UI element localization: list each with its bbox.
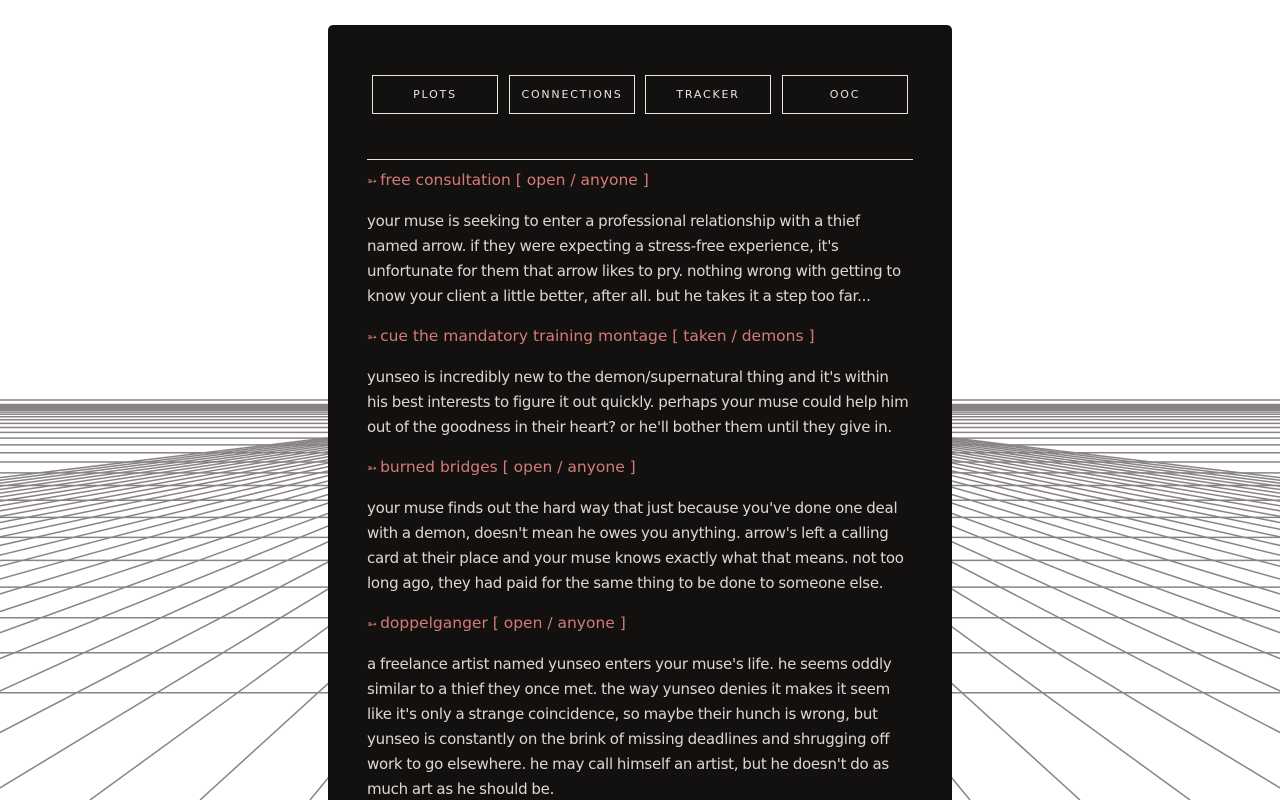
plot-title	[367, 324, 913, 350]
nav-bar	[372, 75, 908, 114]
plots-list	[367, 166, 913, 800]
nav-tracker-button[interactable]: TRACKER	[645, 75, 771, 114]
plot-item	[367, 611, 913, 800]
plot-title-text: burned bridges [ open / anyone ]	[380, 458, 636, 476]
arrow-icon: ➳	[367, 330, 378, 344]
plot-description: a freelance artist named yunseo enters your muse's life. he seems oddly similar to a thief they once met. the way yunseo denies it makes it seem like it's only a strange coincidence, so maybe their hunch is wrong, but yunseo is constantly on the brink of missing deadlines and shrugging off work to go elsewhere. he may call himself an artist, but he doesn't do as much art as he should be.	[367, 655, 892, 798]
plot-title	[367, 455, 913, 481]
plot-title-text: free consultation [ open / anyone ]	[380, 171, 649, 189]
plot-item	[367, 455, 913, 596]
arrow-icon: ➳	[367, 174, 378, 188]
plot-description: your muse finds out the hard way that just because you've done one deal with a demon, doesn't mean he owes you anything. arrow's left a calling card at their place and your muse knows exactly what that means. not too long ago, they had paid for the same thing to be done to someone else.	[367, 499, 904, 592]
nav-connections-button[interactable]: CONNECTIONS	[509, 75, 635, 114]
nav-ooc-button[interactable]: OOC	[782, 75, 908, 114]
plot-item	[367, 168, 913, 309]
nav-plots-button[interactable]: PLOTS	[372, 75, 498, 114]
plot-description: yunseo is incredibly new to the demon/supernatural thing and it's within his best interests to figure it out quickly. perhaps your muse could help him out of the goodness in their heart? or he'll bother them until they give in.	[367, 368, 909, 436]
plot-item	[367, 324, 913, 440]
content-panel	[328, 25, 952, 800]
plot-description: your muse is seeking to enter a professional relationship with a thief named arrow. if they were expecting a stress-free experience, it's unfortunate for them that arrow likes to pry. nothing wrong with getting to know your client a little better, after all. but he takes it a step too far...	[367, 212, 901, 305]
arrow-icon: ➳	[367, 617, 378, 631]
divider	[367, 159, 913, 160]
arrow-icon: ➳	[367, 461, 378, 475]
plot-title-text: cue the mandatory training montage [ taken / demons ]	[380, 327, 815, 345]
plot-title	[367, 168, 913, 194]
plot-title-text: doppelganger [ open / anyone ]	[380, 614, 626, 632]
plot-title	[367, 611, 913, 637]
